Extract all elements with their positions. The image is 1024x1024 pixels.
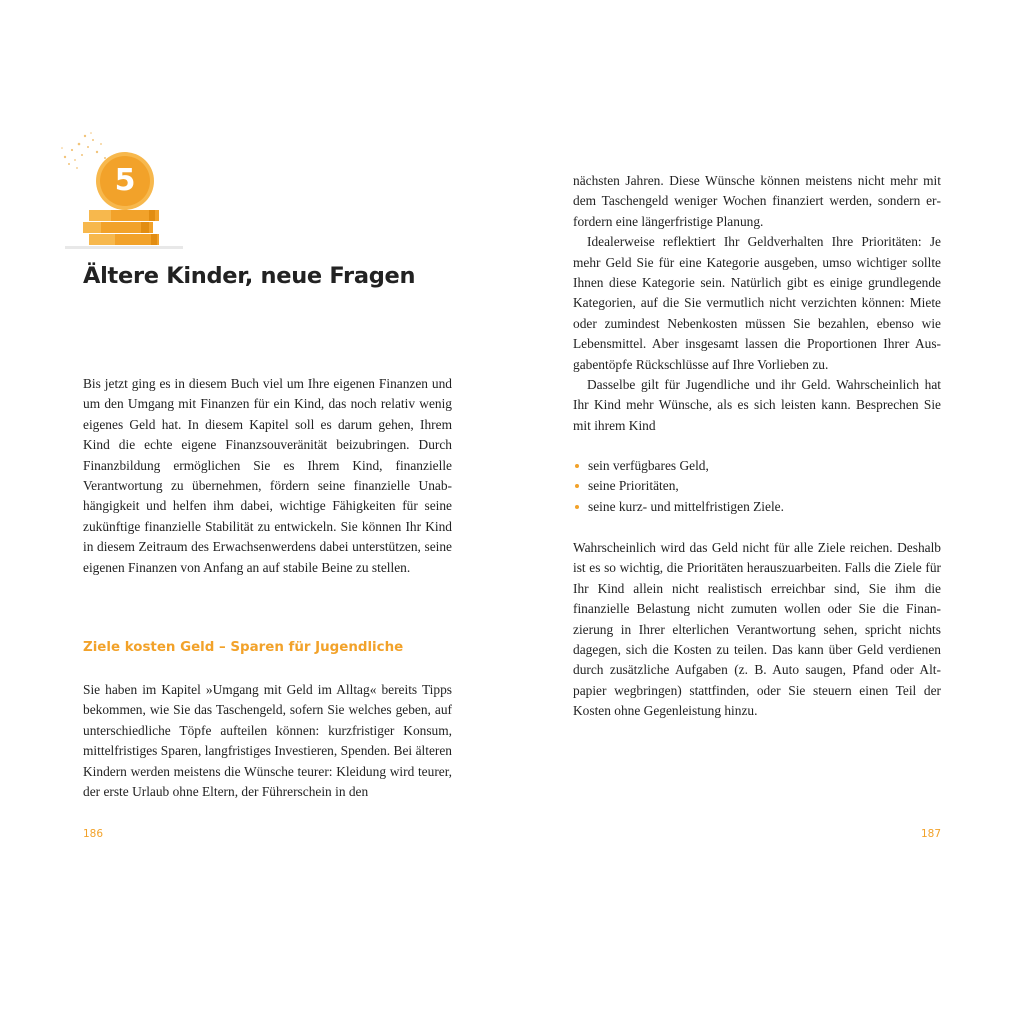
intro-paragraph: Bis jetzt ging es in diesem Buch viel um Ihre eigenen Finanzen und um den Umgang mit Finanzen für ein Kind, das noch relativ wenig eigenes Geld hat. In diesem Kapitel soll es darum gehen, Ihrem Kind die echte eigene Finanzsouveränität beizubringen. Durch Finanzbildung ermöglichen Sie es Ihrem Kind, finanzielle Verantwortung zu übernehmen, fördern seine finanzielle Unabhängigkeit und helfen ihm dabei, wichtige Fähigkeiten für seine zukünftige finanzielle Stabilität zu entwickeln. Sie können Ihr Kind in diesem Zeitraum des Erwachsenwerdens dabei unterstützen, seine eigenen Finanzen von Anfang an auf stabile Beine zu stellen. [83, 376, 452, 575]
chapter-number: 5 [114, 163, 136, 198]
paragraph-priorities: Idealerweise reflektiert Ihr Geldverhalten Ihre Prioritäten: Je mehr Geld Sie für eine Kategorie ausgeben, umso wichtiger sollte Ihnen diese Kategorie sein. Natürlich gibt es einige grundlegende Kategorien, auf die Sie vermutlich nicht verzichten können: Miete oder zumindest Nebenkosten müssen Sie bezahlen, ebenso wie Lebensmittel. Aber insgesamt lassen die Proportionen Ihrer Ausgabentöpfe Rückschlüsse auf Ihre Vorlieben zu. [573, 234, 941, 372]
page-number-right: 187 [920, 828, 941, 840]
closing-paragraph: Wahrscheinlich wird das Geld nicht für alle Ziele reichen. Deshalb ist es so wichtig, die Prioritäten herauszuarbeiten. Falls die Ziele für Ihr Kind allein nicht realistisch erreichbar sind, Sie ihm die finanzielle Belastung nicht zumuten wollen oder Sie die Finanzierung in Ihrer elterlichen Verantwortung sehen, spricht nichts dagegen, sich die Kosten zu teilen. Das kann über Geld verdienen durch zusätzliche Aufgaben (z. B. Auto saugen, Pfand oder Altpapier wegbringen) stattfinden, oder Sie steuern einen Teil der Kosten ohne Gegenleistung hinzu. [573, 540, 941, 719]
right-page [573, 0, 941, 1024]
bullet-dot-icon [575, 464, 579, 468]
list-item [573, 476, 941, 496]
paragraph-continued: nächsten Jahren. Diese Wünsche können meistens nicht mehr mit dem Taschengeld weniger Wochen finanziert werden, sondern erfordern eine längerfristige Planung. [573, 173, 941, 229]
page-number-left: 186 [83, 828, 104, 840]
continued-text-block [573, 171, 941, 436]
section-heading: Ziele kosten Geld – Sparen für Jugendliche [83, 640, 404, 655]
list-item-text: sein verfügbares Geld, [588, 458, 709, 473]
intro-text-block [83, 374, 452, 578]
closing-text-block [573, 538, 941, 722]
bullet-dot-icon [575, 505, 579, 509]
bullet-dot-icon [575, 484, 579, 488]
list-item [573, 456, 941, 476]
list-item [573, 497, 941, 517]
list-item-text: seine kurz- und mittelfristigen Ziele. [588, 498, 784, 514]
coin-stack-icon [57, 130, 187, 255]
section-paragraph: Sie haben im Kapitel »Umgang mit Geld im Alltag« bereits Tipps bekommen, wie Sie das Taschengeld, sofern Sie welches geben, auf unterschiedliche Töpfe aufteilen können: kurzfristiger Konsum, mittelfristiges Sparen, langfristiges Investieren, Spenden. Bei älteren Kindern werden meistens die Wünsche teurer: Kleidung wird teurer, der erste Urlaub ohne Eltern, der Führerschein in den [83, 682, 452, 800]
list-item-text: seine Prioritäten, [588, 478, 679, 494]
paragraph-youth-money: Dasselbe gilt für Jugendliche und ihr Geld. Wahrscheinlich hat Ihr Kind mehr Wünsche, als es sich leisten kann. Besprechen Sie mit ihrem Kind [573, 377, 941, 433]
section-text-block [83, 680, 452, 802]
left-page [83, 0, 452, 1024]
chapter-title: Ältere Kinder, neue Fragen [83, 263, 416, 289]
bullet-list [573, 456, 941, 517]
